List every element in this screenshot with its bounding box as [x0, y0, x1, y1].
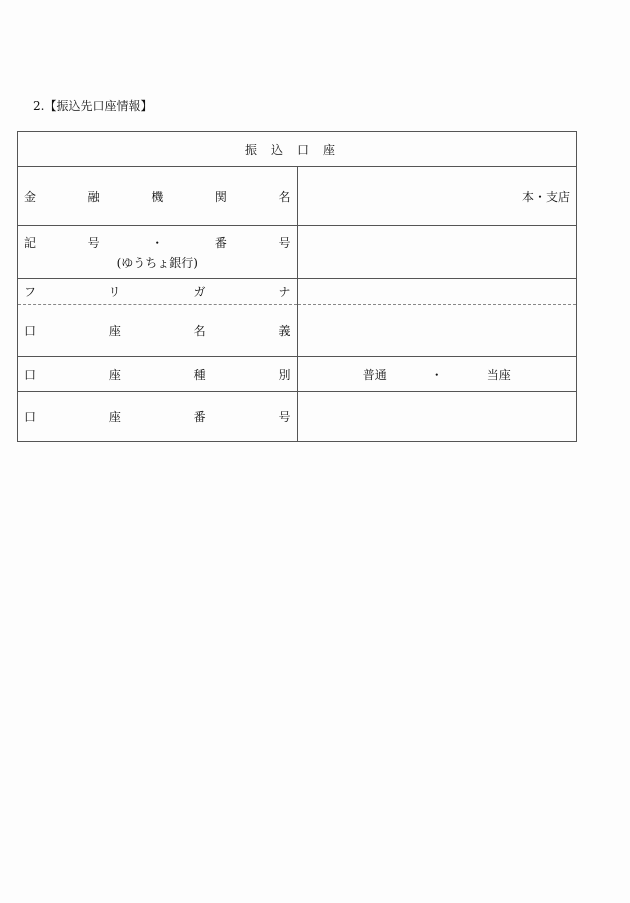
table-title: 振込口座 [18, 132, 577, 167]
type-option-current[interactable]: 当座 [486, 367, 511, 382]
bank-name-field[interactable] [297, 167, 577, 226]
section-heading: 2.【振込先口座情報】 [33, 99, 153, 113]
symbol-number-label: 記号・番号 [24, 235, 291, 250]
bank-name-label: 金融機関名 [18, 167, 298, 226]
furigana-field[interactable] [297, 279, 577, 305]
symbol-number-label-cell [18, 226, 298, 279]
type-label: 口座種別 [18, 357, 298, 392]
symbol-number-field[interactable] [297, 226, 577, 279]
type-separator: ・ [430, 367, 443, 382]
symbol-number-sub: (ゆうちょ銀行) [116, 255, 198, 270]
type-field[interactable] [297, 357, 577, 392]
number-field[interactable] [297, 392, 577, 442]
holder-label: 口座名義 [18, 305, 298, 357]
number-label: 口座番号 [18, 392, 298, 442]
type-option-ordinary[interactable]: 普通 [362, 367, 387, 382]
branch-suffix: 本・支店 [521, 189, 570, 204]
bank-account-table [17, 131, 577, 442]
holder-field[interactable] [297, 305, 577, 357]
furigana-label: フリガナ [18, 279, 298, 305]
